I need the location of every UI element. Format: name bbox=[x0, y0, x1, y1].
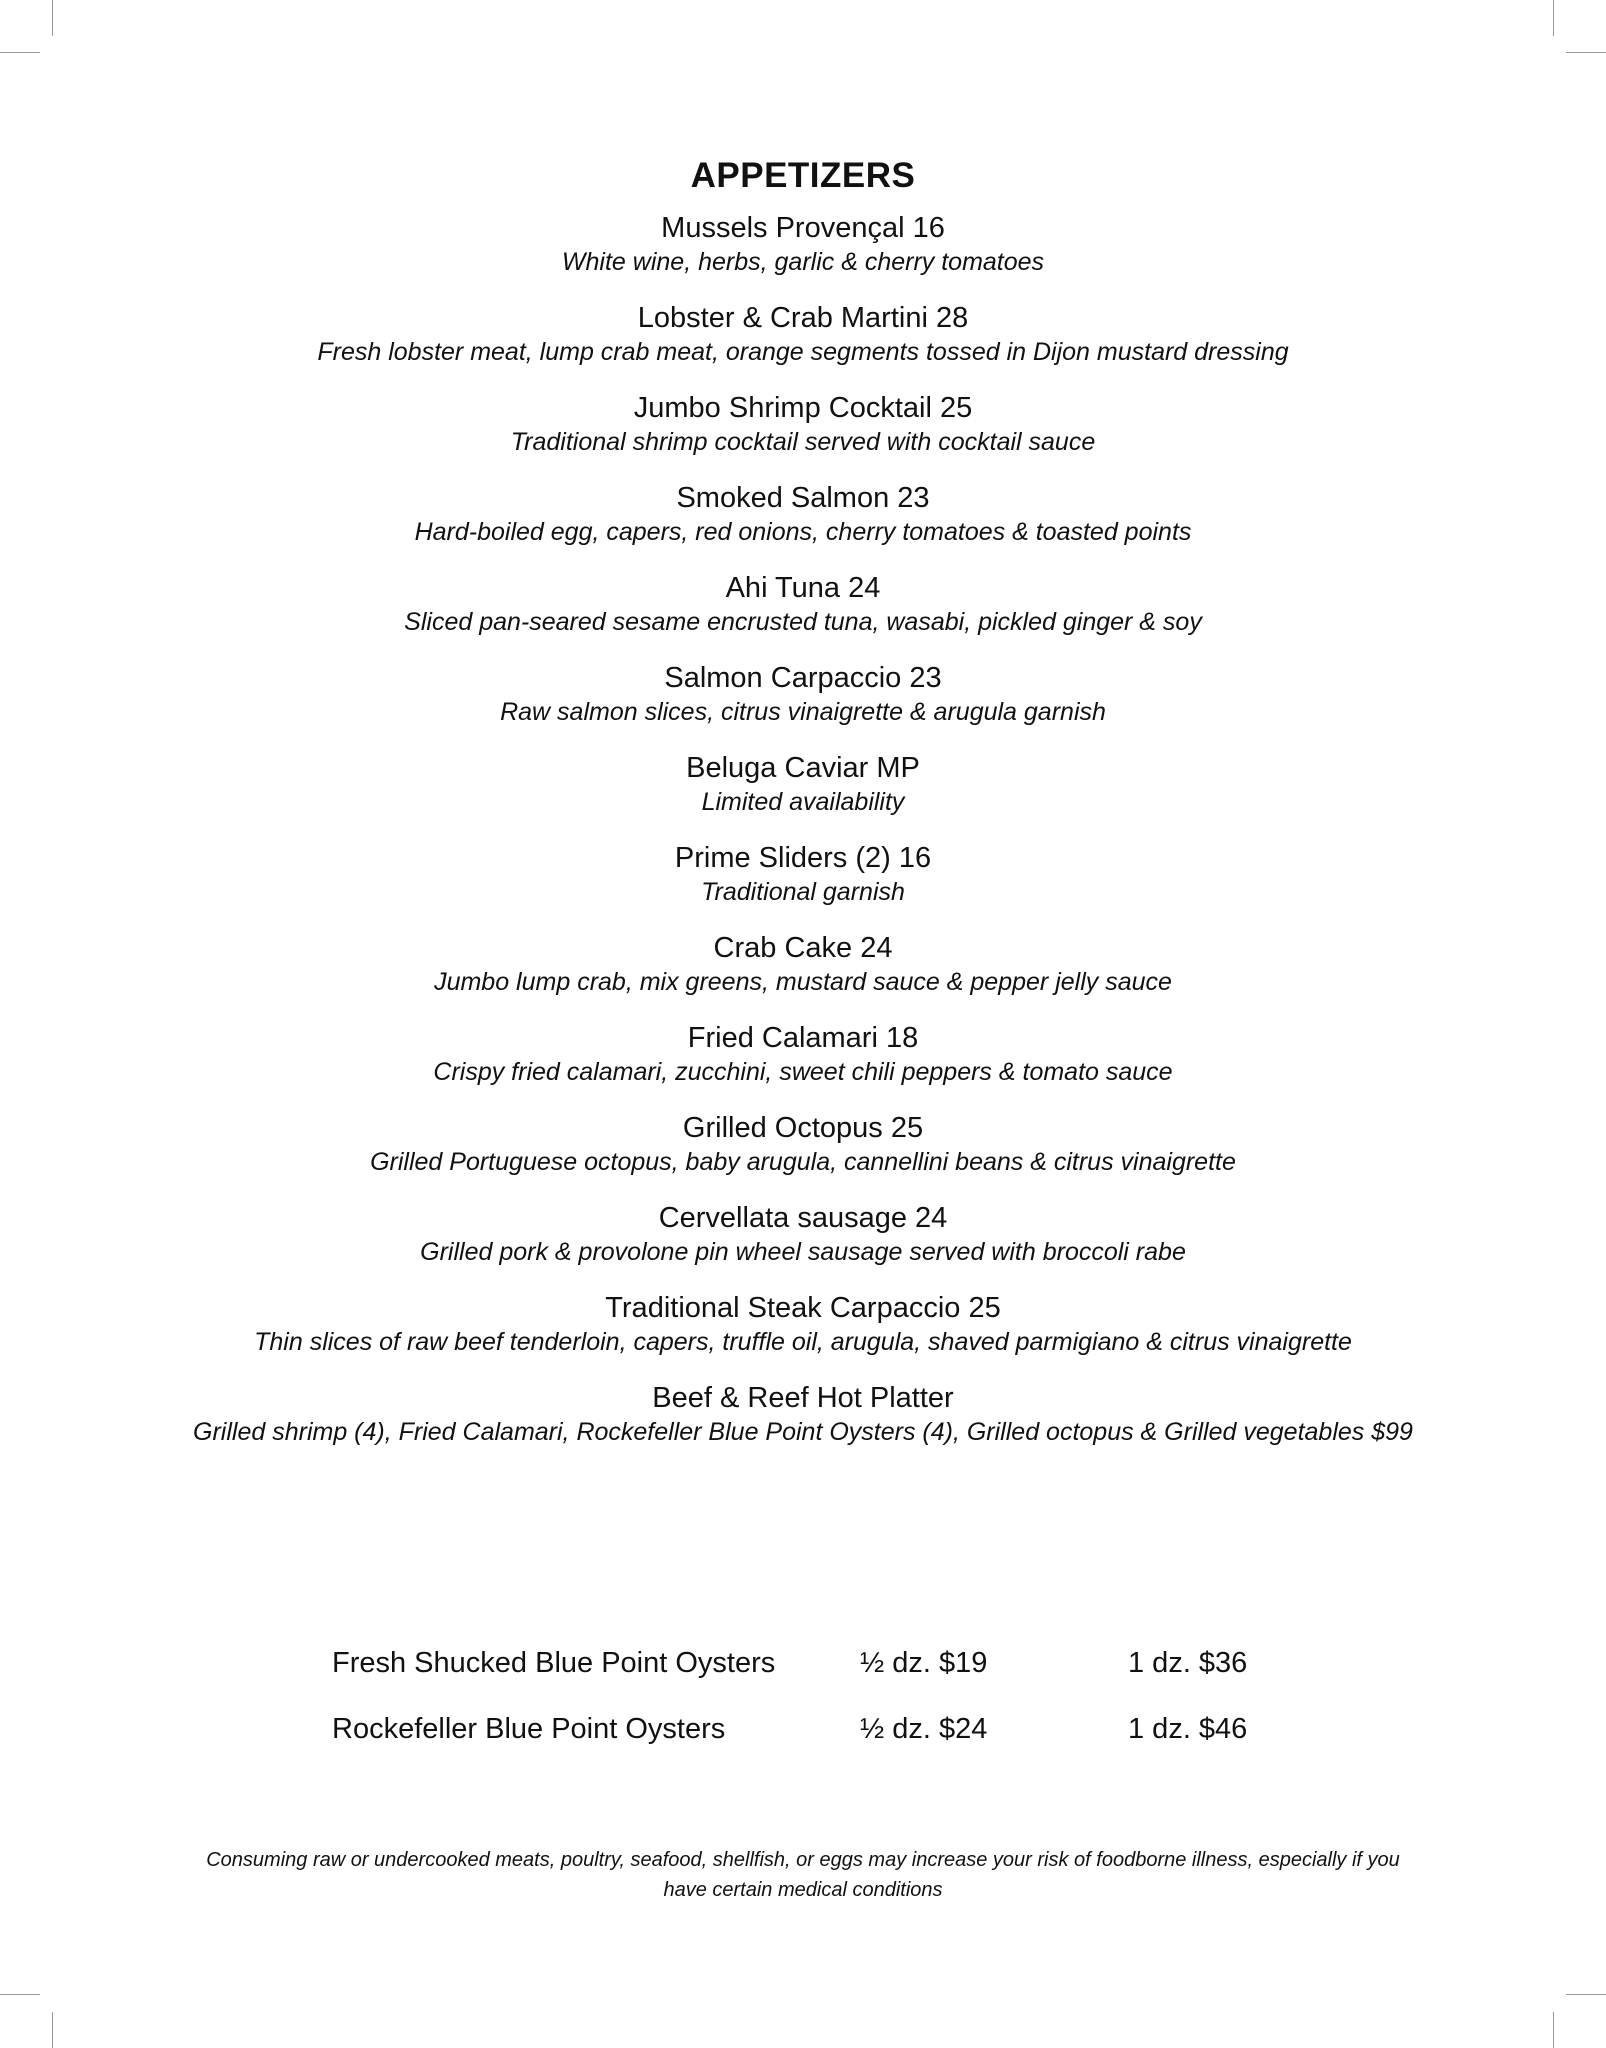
menu-item bbox=[0, 1200, 1606, 1268]
item-description: Crispy fried calamari, zucchini, sweet chili peppers & tomato sauce bbox=[433, 1058, 1173, 1086]
item-name: Grilled Octopus 25 bbox=[682, 1112, 924, 1144]
oyster-dozen-price: 1 dz. $36 bbox=[1128, 1647, 1248, 1679]
item-description: Fresh lobster meat, lump crab meat, orange segments tossed in Dijon mustard dressing bbox=[317, 338, 1289, 366]
item-name: Traditional Steak Carpaccio 25 bbox=[605, 1292, 1001, 1324]
item-description: Grilled shrimp (4), Fried Calamari, Rockefeller Blue Point Oysters (4), Grilled octopus & Grilled vegetables $99 bbox=[193, 1418, 1413, 1446]
item-name: Jumbo Shrimp Cocktail 25 bbox=[633, 392, 973, 424]
item-name: Salmon Carpaccio 23 bbox=[664, 662, 942, 694]
menu-item bbox=[0, 750, 1606, 818]
crop-mark bbox=[1566, 1994, 1606, 1995]
item-description: Grilled pork & provolone pin wheel sausage served with broccoli rabe bbox=[420, 1238, 1186, 1266]
item-name: Beluga Caviar MP bbox=[686, 752, 920, 784]
menu-item bbox=[0, 390, 1606, 458]
item-description: Sliced pan-seared sesame encrusted tuna, wasabi, pickled ginger & soy bbox=[404, 608, 1202, 636]
item-description: Limited availability bbox=[701, 788, 905, 816]
item-name: Cervellata sausage 24 bbox=[658, 1202, 948, 1234]
menu-item bbox=[0, 1020, 1606, 1088]
oyster-half-dozen-price: ½ dz. $19 bbox=[860, 1647, 988, 1679]
menu-item bbox=[0, 1380, 1606, 1448]
disclaimer-line: have certain medical conditions bbox=[663, 1879, 943, 1901]
menu-item bbox=[0, 1110, 1606, 1178]
item-name: Mussels Provençal 16 bbox=[661, 212, 945, 244]
crop-mark bbox=[1553, 2012, 1554, 2048]
item-name: Prime Sliders (2) 16 bbox=[674, 842, 932, 874]
item-description: Thin slices of raw beef tenderloin, capers, truffle oil, arugula, shaved parmigiano & citrus vinaigrette bbox=[254, 1328, 1352, 1356]
health-disclaimer bbox=[0, 1845, 1606, 1905]
oyster-half-dozen-price: ½ dz. $24 bbox=[860, 1713, 988, 1745]
menu-item bbox=[0, 930, 1606, 998]
oyster-name: Fresh Shucked Blue Point Oysters bbox=[332, 1647, 776, 1679]
menu-item bbox=[0, 300, 1606, 368]
menu-item bbox=[0, 210, 1606, 278]
menu-item bbox=[0, 1290, 1606, 1358]
item-name: Smoked Salmon 23 bbox=[676, 482, 930, 514]
crop-mark bbox=[1566, 52, 1606, 53]
crop-mark bbox=[0, 1994, 40, 1995]
crop-mark bbox=[52, 2012, 53, 2048]
menu-item bbox=[0, 570, 1606, 638]
item-description: Jumbo lump crab, mix greens, mustard sauce & pepper jelly sauce bbox=[434, 968, 1172, 996]
item-name: Beef & Reef Hot Platter bbox=[652, 1382, 954, 1414]
menu-item bbox=[0, 480, 1606, 548]
menu-heading: APPETIZERS bbox=[690, 156, 916, 195]
menu-item bbox=[0, 660, 1606, 728]
item-name: Ahi Tuna 24 bbox=[725, 572, 881, 604]
crop-mark bbox=[0, 52, 40, 53]
item-description: Raw salmon slices, citrus vinaigrette & arugula garnish bbox=[500, 698, 1106, 726]
item-description: Traditional shrimp cocktail served with cocktail sauce bbox=[510, 428, 1096, 456]
item-description: White wine, herbs, garlic & cherry tomatoes bbox=[561, 248, 1045, 276]
oyster-name: Rockefeller Blue Point Oysters bbox=[332, 1713, 726, 1745]
item-description: Traditional garnish bbox=[701, 878, 905, 906]
appetizers-menu bbox=[0, 150, 1606, 1470]
item-name: Lobster & Crab Martini 28 bbox=[637, 302, 969, 334]
crop-mark bbox=[1553, 0, 1554, 36]
item-name: Crab Cake 24 bbox=[713, 932, 893, 964]
item-description: Grilled Portuguese octopus, baby arugula, cannellini beans & citrus vinaigrette bbox=[370, 1148, 1236, 1176]
item-description: Hard-boiled egg, capers, red onions, cherry tomatoes & toasted points bbox=[414, 518, 1192, 546]
item-name: Fried Calamari 18 bbox=[687, 1022, 919, 1054]
disclaimer-line: Consuming raw or undercooked meats, poultry, seafood, shellfish, or eggs may increase your risk of foodborne illness, especially if you bbox=[206, 1849, 1400, 1871]
oyster-dozen-price: 1 dz. $46 bbox=[1128, 1713, 1248, 1745]
menu-item bbox=[0, 840, 1606, 908]
crop-mark bbox=[52, 0, 53, 36]
